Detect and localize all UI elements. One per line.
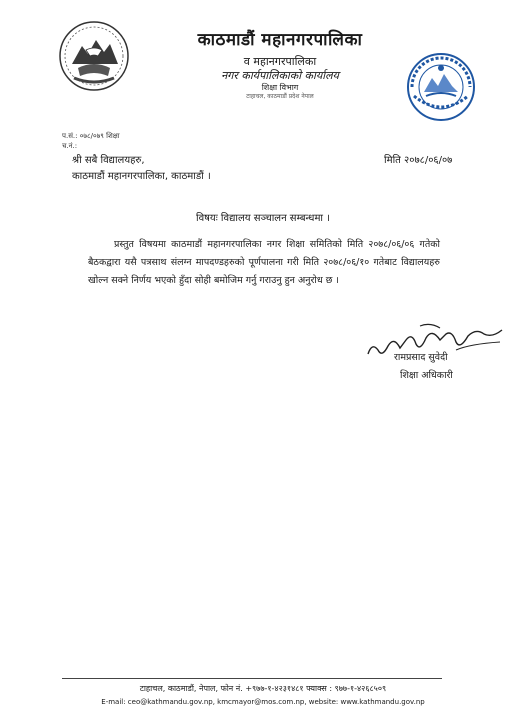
reference-number: प.सं.: ०७८/०७९ शिक्षा <box>62 132 120 140</box>
office-title: काठमाडौं महानगरपालिका <box>197 30 363 50</box>
footer-contact: E-mail: ceo@kathmandu.gov.np, kmcmayor@mos.com.np, website: www.kathmandu.gov.np <box>101 698 425 706</box>
letter-subject: विषयः विद्यालय सञ्चालन सम्बन्धमा । <box>196 213 330 224</box>
nepal-emblem-icon <box>58 20 130 92</box>
footer-divider <box>62 678 442 679</box>
signatory-title: शिक्षा अधिकारी <box>400 370 453 381</box>
addressee-line2: काठमाडौं महानगरपालिका, काठमाडौं । <box>72 171 211 182</box>
letter-body: प्रस्तुत विषयमा काठमाडौं महानगरपालिका नगर शिक्षा समितिको मिति २०७८/०६/०६ गतेको बैठकद्वारा यसै पत्रसाथ संलग्न मापदण्डहरुको पूर्णपालना गरी मिति २०७८/०६/१० गतेबाट विद्यालयहरु खोल्न सक्ने निर्णय भएको हुँदा सोही बमोजिम गर्नु गराउनु हुन अनुरोध छ । <box>88 239 440 286</box>
addressee-line1: श्री सबै विद्यालयहरु, <box>72 155 145 166</box>
signatory-name: रामप्रसाद सुवेदी <box>394 352 448 363</box>
dispatch-number: च.नं.: <box>62 142 78 150</box>
office-subtitle: व महानगरपालिका <box>243 55 317 68</box>
letter-date: मिति २०७८/०६/०७ <box>384 155 453 166</box>
footer-address: टाहाचल, काठमाडौं, नेपाल, फोन नं. +९७७-१-४२३१४८१ फ्याक्स : ९७७-१-४२६८५०९ <box>139 684 387 693</box>
office-name: नगर कार्यपालिकाको कार्यालय <box>221 69 339 82</box>
department-name: शिक्षा विभाग <box>261 83 299 92</box>
office-address-small: टाहाचल, काठमाडौं प्रदेश नेपाल <box>246 93 314 100</box>
kmc-seal-icon <box>406 52 476 122</box>
